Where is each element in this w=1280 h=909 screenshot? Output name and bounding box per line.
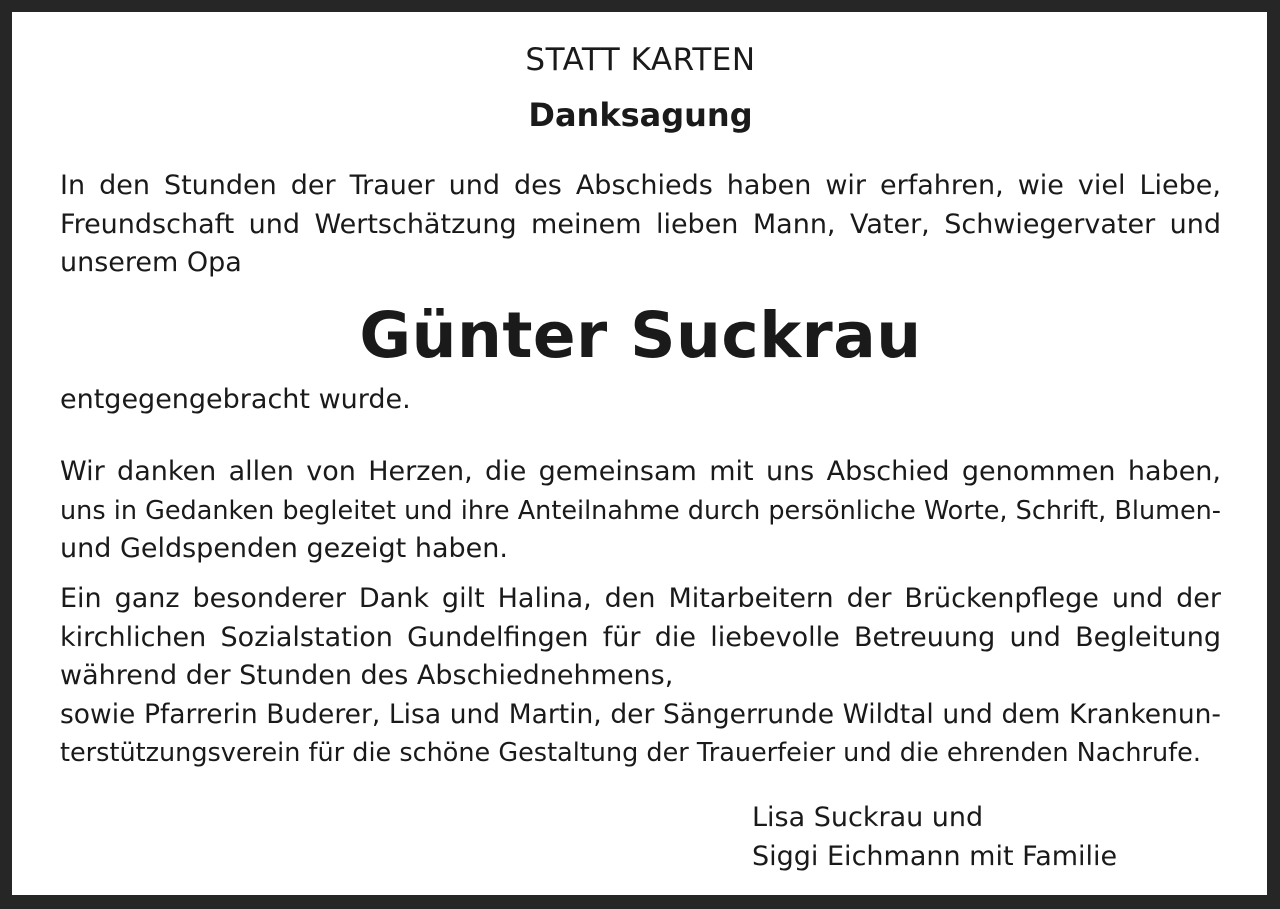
thanks-line: Wir danken allen von Herzen, die gemeinsam mit uns Abschied genommen haben, bbox=[60, 456, 1221, 487]
thanks-paragraph bbox=[60, 453, 1221, 569]
special-thanks-line: sowie Pfarrerin Buderer, Lisa und Martin, der Sängerrunde Wildtal und dem Krankenun- bbox=[60, 698, 1221, 730]
danksagung-title: Danksagung bbox=[528, 96, 753, 134]
signature-line-1: Lisa Suckrau und bbox=[752, 802, 984, 833]
intro-line: In den Stunden der Trauer und des Abschieds haben wir erfahren, wie viel Liebe, bbox=[60, 170, 1221, 201]
special-thanks-line: Ein ganz besonderer Dank gilt Halina, den Mitarbeitern der Brückenpflege und der bbox=[60, 583, 1221, 614]
signature-line-2: Siggi Eichmann mit Familie bbox=[752, 841, 1118, 872]
obituary-card bbox=[12, 12, 1267, 895]
intro-line: Freundschaft und Wertschätzung meinem lieben Mann, Vater, Schwiegervater und bbox=[60, 208, 1221, 240]
intro-line: unserem Opa bbox=[60, 247, 242, 278]
special-thanks-line: kirchlichen Sozialstation Gundelfingen für die liebevolle Betreuung und Begleitung bbox=[60, 621, 1221, 653]
thanks-line: und Geldspenden gezeigt haben. bbox=[60, 533, 508, 564]
thanks-line: uns in Gedanken begleitet und ihre Anteilnahme durch persönliche Worte, Schrift, Blumen- bbox=[60, 495, 1221, 526]
special-thanks-line: während der Stunden des Abschiednehmens, bbox=[60, 660, 674, 691]
intro-paragraph bbox=[60, 167, 1221, 283]
special-thanks-paragraph bbox=[60, 580, 1221, 773]
after-name-line: entgegengebracht wurde. bbox=[60, 384, 411, 415]
after-name-text bbox=[60, 381, 1221, 420]
signature bbox=[752, 798, 1117, 876]
special-thanks-line: terstützungsverein für die schöne Gestaltung der Trauerfeier und die ehrenden Nachrufe. bbox=[60, 738, 1201, 768]
statt-karten-label: STATT KARTEN bbox=[525, 42, 756, 78]
deceased-name: Günter Suckrau bbox=[359, 299, 922, 372]
